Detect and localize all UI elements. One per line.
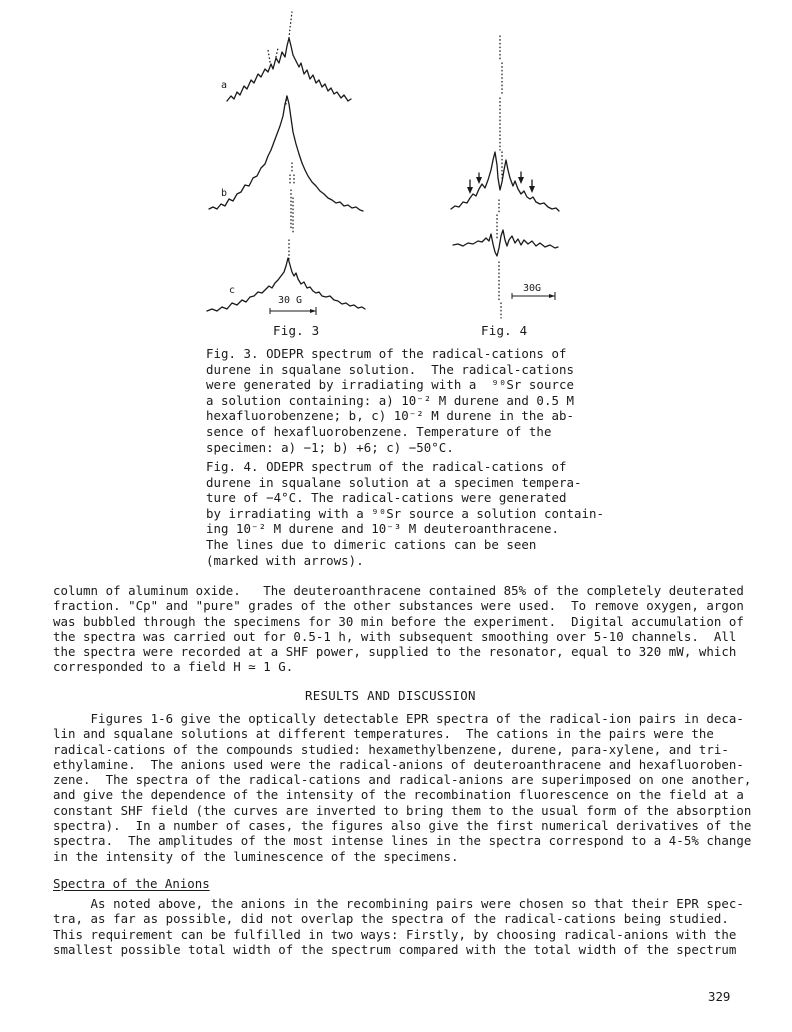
section-heading: RESULTS AND DISCUSSION xyxy=(305,688,476,703)
fig3-curve-label-a: a xyxy=(221,80,228,91)
fig3-scale-label: 30 G xyxy=(278,295,303,306)
fig3-curve-label-c: c xyxy=(229,285,236,296)
fig4-vertical-guide xyxy=(500,36,502,178)
fig3-caption: Fig. 3. ODEPR spectrum of the radical-cations of durene in squalane solution. The radical-cations were generated by irradiating with a ⁹⁰Sr source a solution containing: a) 10⁻² M durene and 0.5 M hexafluorobenzene; b, c) 10⁻² M durene in the ab- sence of hexafluorobenzene. Temperature of the specimen: a) −1; b) +6; c) −50°C. xyxy=(206,346,574,455)
fig4-spectrum-upper xyxy=(451,152,559,211)
fig4-label: Fig. 4 xyxy=(481,323,528,338)
fig3-label: Fig. 3 xyxy=(273,323,320,338)
fig3-curve-label-b: b xyxy=(221,188,228,199)
body-paragraph-2: Figures 1-6 give the optically detectable EPR spectra of the radical-ion pairs in deca- lin and squalane solutions at different temperatures. The cations in the pairs were the radical-cations of the compounds studied: hexamethylbenzene, durene, para-xylene, and tri- ethylamine. The anions used were the radical-anions of deuteroanthracene and hexafluoroben- zene. The spectra of the radical-cations and radical-anions are superimposed on one another, and give the dependence of the intensity of the recombination fluorescence on the field at a constant SHF field (the curves are inverted to bring them to the usual form of the absorption spectra). In a number of cases, the figures also give the first numerical derivatives of the spectra. The amplitudes of the most intense lines in the spectra correspond to a 4-5% change in the intensity of the luminescence of the specimens. xyxy=(53,711,752,864)
subsection-heading: Spectra of the Anions xyxy=(53,876,210,891)
body-paragraph-1: column of aluminum oxide. The deuteroanthracene contained 85% of the completely deuterated fraction. "Cp" and "pure" grades of the other substances were used. To remove oxygen, argon was bubbled through the specimens for 30 min before the experiment. Digital accumulation of the spectra was carried out for 0.5-1 h, with subsequent smoothing over 5-10 channels. All the spectra were recorded at a SHF power, supplied to the resonator, equal to 320 mW, which corresponded to a field H ≃ 1 G. xyxy=(53,583,744,675)
page-number: 329 xyxy=(708,989,731,1004)
fig4-spectrum-derivative xyxy=(453,230,558,256)
figure-4-spectra xyxy=(0,0,792,330)
fig4-scale-label: 30G xyxy=(523,283,542,294)
fig4-caption: Fig. 4. ODEPR spectrum of the radical-cations of durene in squalane solution at a specimen tempera- ture of −4°C. The radical-cations were generated by irradiating with a ⁹⁰Sr source a solution contain- ing 10⁻² M durene and 10⁻³ M deuteroanthracene. The lines due to dimeric cations can be seen (marked with arrows). xyxy=(206,459,605,568)
body-paragraph-3: As noted above, the anions in the recombining pairs were chosen so that their EPR spec- tra, as far as possible, did not overlap the spectra of the radical-cations being studied. This requirement can be fulfilled in two ways: Firstly, by choosing radical-anions with the smallest possible total width of the spectrum compared with the total width of the spectrum xyxy=(53,896,744,957)
